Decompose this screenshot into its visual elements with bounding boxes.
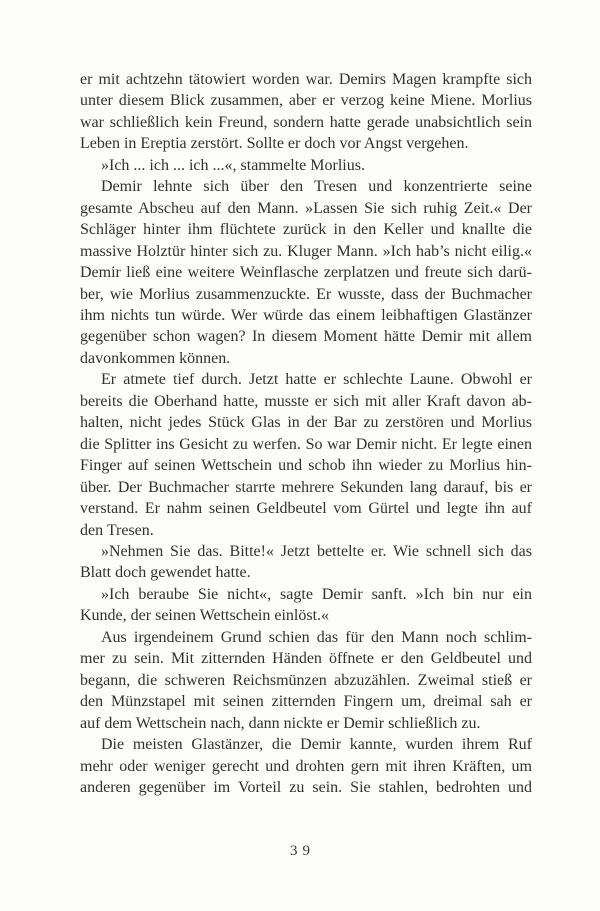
text-line: verstand. Er nahm seinen Geldbeutel vom Gürtel und legte ihn auf <box>80 500 532 518</box>
text-line: den Münzstapel mit seinen zitternden Fingern um, dreimal sah er <box>80 693 532 711</box>
text-line: ihm nichts tun würde. Wer würde das einem leibhaftigen Glastänzer <box>80 306 532 324</box>
page-text-block <box>80 69 532 798</box>
text-line: Schläger hinter ihm flüchtete zurück in den Keller und knallte die <box>80 221 532 239</box>
paragraph <box>80 734 532 798</box>
text-line: gegenüber schon wagen? In diesem Moment hätte Demir mit allem <box>80 328 532 346</box>
text-line: über. Der Buchmacher starrte mehrere Sekunden lang darauf, bis er <box>80 478 532 496</box>
text-line: mehr oder weniger gerecht und drohten gern mit ihren Kräften, um <box>80 757 532 775</box>
text-line: Kunde, der seinen Wettschein einlöst.« <box>80 607 330 625</box>
text-line: Finger auf seinen Wettschein und schob ihn wieder zu Morlius hin- <box>80 457 532 475</box>
text-line: »Ich beraube Sie nicht«, sagte Demir sanft. »Ich bin nur ein <box>101 585 532 603</box>
text-line: »Nehmen Sie das. Bitte!« Jetzt bettelte er. Wie schnell sich das <box>101 542 532 560</box>
text-line: Blatt doch gewendet hatte. <box>80 564 251 582</box>
paragraph <box>80 69 532 155</box>
page-number: 39 <box>290 843 315 859</box>
paragraph <box>80 584 532 627</box>
text-line: halten, nicht jedes Stück Glas in der Bar zu zerstören und Morlius <box>80 414 532 432</box>
text-line: Aus irgendeinem Grund schien das für den Mann noch schlim- <box>101 628 532 646</box>
paragraph <box>80 369 532 541</box>
text-line: Er atmete tief durch. Jetzt hatte er schlechte Laune. Obwohl er <box>101 371 532 389</box>
text-line: begann, die schweren Reichsmünzen abzuzählen. Zweimal stieß er <box>80 671 532 689</box>
text-line: davonkommen können. <box>80 349 231 367</box>
paragraph <box>80 541 532 584</box>
text-line: er mit achtzehn tätowiert worden war. Demirs Magen krampfte sich <box>80 71 532 88</box>
text-line: die Splitter ins Gesicht zu werfen. So war Demir nicht. Er legte einen <box>80 435 532 453</box>
paragraph <box>80 155 532 176</box>
paragraph <box>80 176 532 369</box>
text-line: Die meisten Glastänzer, die Demir kannte, wurden ihrem Ruf <box>101 736 532 754</box>
text-line: Demir lehnte sich über den Tresen und konzentrierte seine <box>101 178 532 196</box>
text-line: auf dem Wettschein nach, dann nickte er Demir schließlich zu. <box>80 714 481 732</box>
text-line: unter diesem Blick zusammen, aber er verzog keine Miene. Morlius <box>80 92 532 110</box>
text-line: den Tresen. <box>80 521 154 539</box>
text-line: gesamte Abscheu auf den Mann. »Lassen Sie sich ruhig Zeit.« Der <box>80 199 532 217</box>
text-line: war schließlich kein Freund, sondern hatte gerade unabsichtlich sein <box>80 113 532 131</box>
text-line: Demir ließ eine weitere Weinflasche zerplatzen und freute sich darü- <box>80 264 532 282</box>
text-line: bereits die Oberhand hatte, musste er sich mit aller Kraft davon ab- <box>80 392 532 410</box>
text-line: anderen gegenüber im Vorteil zu sein. Sie stahlen, bedrohten und <box>80 778 532 796</box>
paragraph <box>80 627 532 734</box>
text-line: Leben in Ereptia zerstört. Sollte er doch vor Angst vergehen. <box>80 135 469 153</box>
text-line: »Ich ... ich ... ich ...«, stammelte Morlius. <box>101 156 365 174</box>
text-line: mer zu sein. Mit zitternden Händen öffnete er den Geldbeutel und <box>80 650 532 668</box>
text-line: massive Holztür hinter sich zu. Kluger Mann. »Ich hab’s nicht eilig.« <box>80 242 532 260</box>
text-line: ber, wie Morlius zusammenzuckte. Er wusste, dass der Buchmacher <box>80 285 532 303</box>
